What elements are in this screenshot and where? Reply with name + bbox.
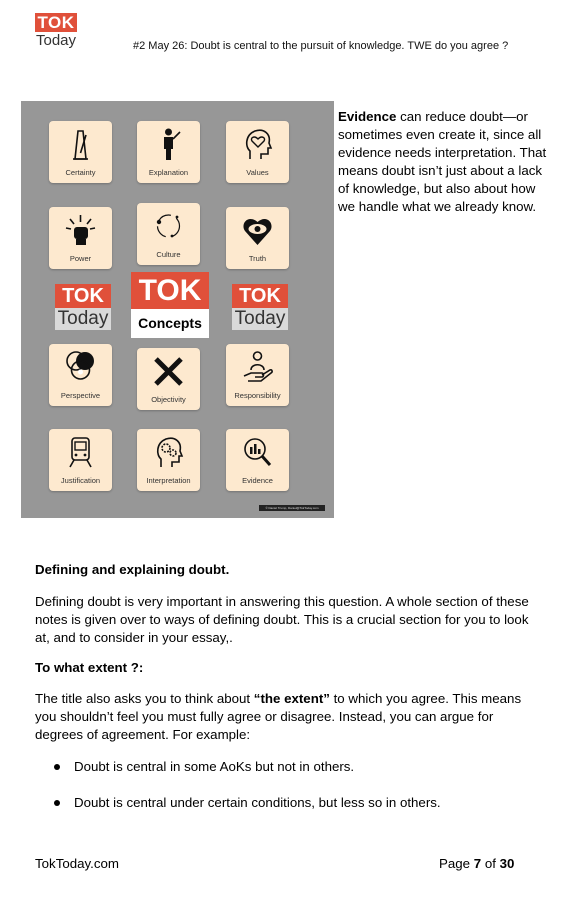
tile-label: Values: [246, 168, 269, 177]
page-current: 7: [473, 856, 482, 871]
bullet-dot: [54, 800, 60, 806]
section-heading-defining: Defining and explaining doubt.: [35, 562, 230, 577]
logo-bottom-text: Today: [35, 32, 77, 49]
page-header-title: #2 May 26: Doubt is central to the pursuit of knowledge. TWE do you agree ?: [133, 40, 509, 52]
section-body-defining: Defining doubt is very important in answering this question. A whole section of these notes is given over to ways of defining doubt. This is a crucial section for you to look at, and to consider in your essay,.: [35, 594, 529, 645]
tile-label: Perspective: [60, 391, 101, 400]
tile-label: Culture: [156, 250, 181, 259]
poster-logo-center-top: TOK: [131, 272, 209, 309]
tile-evidence: [226, 429, 289, 491]
poster-credit: © Daniel Trump, Daniel@TokToday.com: [259, 505, 325, 511]
bullet-dot: [54, 764, 60, 770]
presenter-icon: [153, 127, 184, 161]
tile-power: [49, 207, 112, 269]
poster-logo-right-bottom: Today: [232, 308, 288, 330]
tile-label: Power: [69, 254, 92, 263]
poster-logo-right: [232, 284, 288, 330]
tile-label: Explanation: [148, 168, 189, 177]
toktoday-logo: [35, 13, 77, 50]
train-icon: [65, 435, 96, 469]
tile-truth: [226, 207, 289, 269]
poster-logo-center: [131, 272, 209, 338]
section-heading-extent: To what extent ?:: [35, 660, 144, 675]
poster-logo-center-bottom: Concepts: [131, 309, 209, 338]
evidence-paragraph: [338, 108, 548, 216]
tile-certainty: [49, 121, 112, 183]
poster-logo-left-bottom: Today: [55, 308, 111, 330]
footer-page-number: [439, 856, 514, 871]
list-item-text: Doubt is central in some AoKs but not in others.: [74, 759, 355, 774]
head-gears-icon: [153, 435, 184, 469]
poster-logo-left: [55, 284, 111, 330]
head-heart-icon: [242, 127, 273, 161]
section-body-extent: [35, 690, 545, 744]
tile-perspective: [49, 344, 112, 406]
fist-icon: [65, 213, 96, 247]
magnifier-chart-icon: [242, 435, 273, 469]
tile-justification: [49, 429, 112, 491]
tile-explanation: [137, 121, 200, 183]
page-prefix: Page: [439, 856, 474, 871]
list-item-text: Doubt is central under certain conditions, but less so in others.: [74, 795, 441, 810]
tile-objectivity: [137, 348, 200, 410]
evidence-lead: Evidence: [338, 109, 397, 124]
tile-values: [226, 121, 289, 183]
poster-logo-right-top: TOK: [232, 284, 288, 308]
extent-text-after: to which you agree. This means you shouldn’t feel you must fully agree or disagree. Instead, you can argue for degrees of agreement. For example:: [35, 691, 522, 742]
extent-text-before: The title also asks you to think about: [35, 691, 254, 706]
orbit-icon: [153, 209, 184, 243]
footer-site: TokToday.com: [35, 856, 120, 871]
extent-text-bold: “the extent”: [253, 691, 330, 706]
hand-person-icon: [242, 350, 273, 384]
tile-label: Responsibility: [234, 391, 281, 400]
metronome-icon: [65, 127, 96, 161]
tile-label: Truth: [248, 254, 267, 263]
logo-top-text: TOK: [35, 13, 77, 32]
tile-label: Certainty: [65, 168, 96, 177]
tile-label: Justification: [60, 476, 101, 485]
tile-interpretation: [137, 429, 200, 491]
pencil-ruler-icon: [153, 354, 184, 388]
tok-concepts-poster: [21, 101, 334, 518]
tile-label: Interpretation: [146, 476, 191, 485]
tile-responsibility: [226, 344, 289, 406]
page-mid: of: [481, 856, 500, 871]
page-total: 30: [499, 856, 515, 871]
tile-label: Objectivity: [151, 395, 186, 404]
poster-logo-left-top: TOK: [55, 284, 111, 308]
tile-culture: [137, 203, 200, 265]
evidence-text: can reduce doubt—or sometimes even create it, since all evidence needs interpretation. That means doubt isn’t just about a lack of knowledge, but also about how we handle what we already know.: [338, 109, 547, 214]
heart-eye-icon: [242, 213, 273, 247]
venn-person-icon: [65, 350, 96, 384]
tile-label: Evidence: [242, 476, 273, 485]
